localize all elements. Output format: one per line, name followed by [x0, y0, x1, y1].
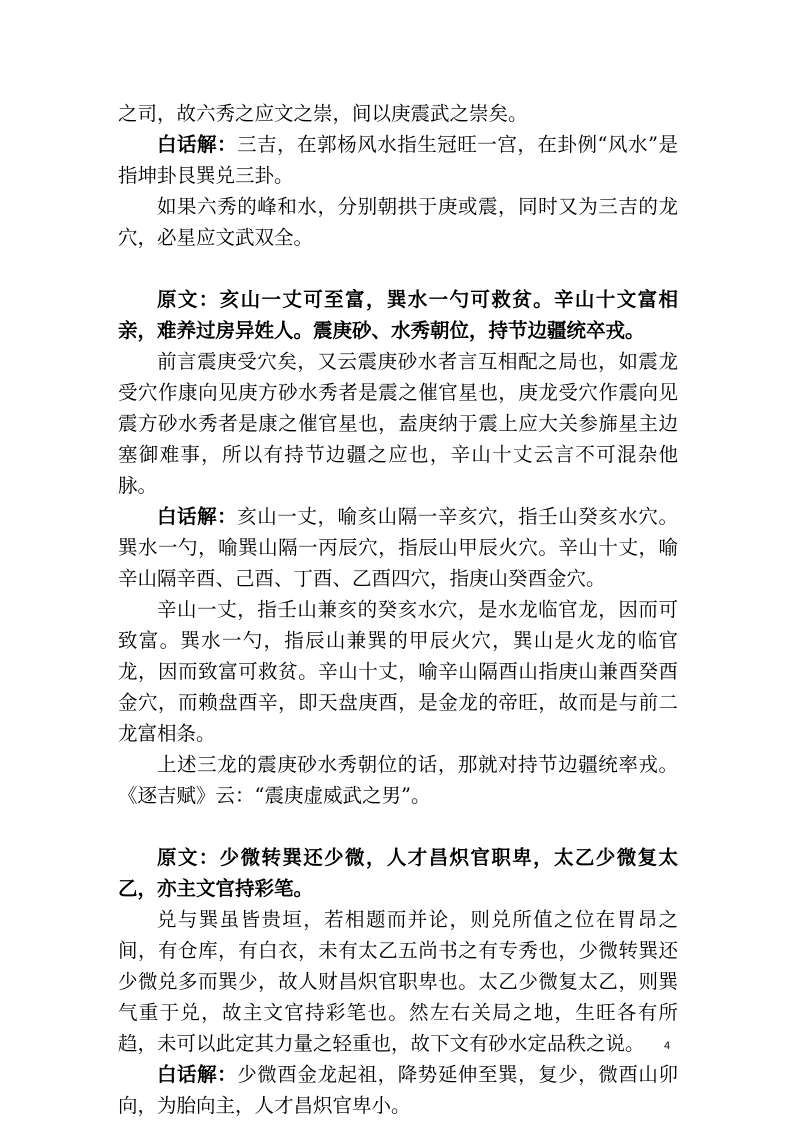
paragraph-text: 少微酉金龙起祖，降势延伸至巽，复少，微酉山卯向，为胎向主，人才昌炽官卑小。	[118, 1063, 678, 1117]
paragraph-vernacular	[118, 1059, 678, 1121]
paragraph-text: 辛山一丈，指壬山兼亥的癸亥水穴，是水龙临官龙，因而可致富。巽水一勺，指辰山兼巽的甲辰火穴，巽山是火龙的临官龙，因而致富可救贫。辛山十丈，喻辛山隔酉山指庚山兼酉癸酉金穴，而赖盘酉辛，即天盘庚酉，是金龙的帝旺，故而是与前二龙富相条。	[118, 598, 678, 745]
paragraph-vernacular	[118, 129, 678, 191]
paragraph-text-block	[118, 191, 678, 253]
paragraph-text: 兑与巽虽皆贵垣，若相题而并论，则兑所值之位在胃昂之间，有仓库，有白衣，未有太乙五尚书之有专秀也，少微转巽还少微兑多而巽少，故人财昌炽官职卑也。太乙少微复太乙，则巽气重于兑，故主文官持彩笔也。然左右关局之地，生旺各有所趋，未可以此定其力量之轻重也，故下文有砂水定品秩之说。	[118, 908, 678, 1055]
paragraph-text-block	[118, 594, 678, 749]
paragraph-text: 之司，故六秀之应文之崇，间以庚震武之崇矣。	[118, 102, 528, 125]
section-gap	[118, 253, 678, 284]
paragraph-commentary	[118, 346, 678, 501]
paragraph-text: 原文：亥山一丈可至富，巽水一勺可救贫。辛山十文富相亲，难养过房异姓人。震庚砂、水秀朝位，持节边疆统卒戎。	[118, 288, 678, 342]
paragraph-text: 上述三龙的震庚砂水秀朝位的话，那就对持节边疆统率戎。《逐吉赋》云：“震庚虚威武之男”。	[118, 753, 678, 807]
vernacular-label: 白话解：	[157, 505, 238, 528]
page-number: 4	[664, 1040, 671, 1052]
paragraph-text: 原文：少微转巽还少微，人才昌炽官职卑，太乙少微复太乙，亦主文官持彩笔。	[118, 846, 678, 900]
vernacular-label: 白话解：	[157, 133, 238, 156]
paragraph-original-text	[118, 284, 678, 346]
paragraph-text-block	[118, 749, 678, 811]
paragraph-text: 如果六秀的峰和水，分别朝拱于庚或震，同时又为三吉的龙穴，必星应文武双全。	[118, 195, 678, 249]
vernacular-label: 白话解：	[157, 1063, 238, 1086]
paragraph-text: 亥山一丈，喻亥山隔一辛亥穴，指壬山癸亥水穴。巽水一勺，喻巽山隔一丙辰穴，指辰山甲辰火穴。辛山十丈，喻辛山隔辛酉、己酉、丁酉、乙酉四穴，指庚山癸酉金穴。	[118, 505, 678, 590]
paragraph-vernacular	[118, 501, 678, 594]
paragraph-commentary	[118, 904, 678, 1059]
paragraph-continuation	[118, 98, 678, 129]
paragraph-original-text	[118, 842, 678, 904]
document-body	[118, 98, 678, 1121]
paragraph-text: 三吉，在郭杨风水指生冠旺一宫，在卦例“风水”是指坤卦艮巽兑三卦。	[118, 133, 678, 187]
paragraph-text: 前言震庚受穴矣，又云震庚砂水者言互相配之局也，如震龙受穴作康向见庚方砂水秀者是震之催官星也，庚龙受穴作震向见震方砂水秀者是康之催官星也，盍庚纳于震上应大关参旆星主边塞御难事，所以有持节边疆之应也，辛山十丈云言不可混杂他脉。	[118, 350, 678, 497]
section-gap	[118, 811, 678, 842]
